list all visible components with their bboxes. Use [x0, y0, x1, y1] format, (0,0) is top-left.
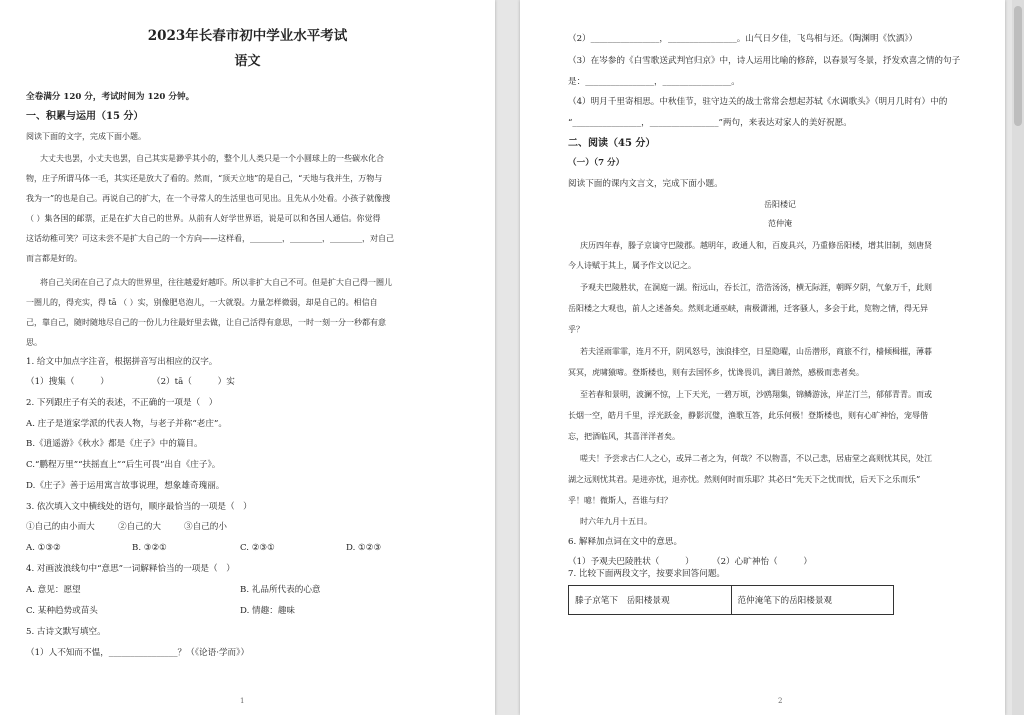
option: A. ①③②: [26, 543, 61, 553]
question-5-b: （2）________________，________________。山气日夕佳，飞鸟相与还。（陶渊明《饮酒》）: [568, 34, 918, 44]
option: D. 情趣：趣味: [240, 606, 296, 616]
passage-line: 物，庄子所谓马体一毛，其实还是放大了看的。然而，“顶天立地”的是自己，“天地与我并生，万物与: [26, 174, 383, 183]
question-5-c-answer: 是：________________，________________。: [568, 77, 740, 87]
option: D. ①②③: [346, 543, 382, 553]
question-1: 1. 给文中加点字注音，根据拼音写出相应的汉字。: [26, 357, 218, 367]
passage-line: 我为一”的也是自己。再说自己的扩大，在一个寻常人的生活里也可见出。且先从小处看。小孩子就像搜: [26, 194, 391, 203]
subject-title: 语文: [234, 54, 261, 69]
option: B. ③②①: [132, 543, 167, 553]
passage-line: 冥冥，虎啸猿啼。登斯楼也，则有去国怀乡，忧谗畏讥，满目萧然，感极而悲者矣。: [568, 368, 864, 377]
passage-line: 今人诗赋于其上，属予作文以记之。: [568, 261, 696, 270]
passage-line: 忘，把酒临风，其喜洋洋者矣。: [568, 432, 680, 441]
passage-line: 思。: [26, 338, 42, 347]
question-6-a: （1）予观夫巴陵胜状（ ）: [568, 557, 694, 567]
vertical-scrollbar[interactable]: [1012, 0, 1024, 715]
question-6: 6. 解释加点词在文中的意思。: [568, 537, 683, 547]
scrollbar-thumb[interactable]: [1014, 6, 1022, 126]
passage-line: 嗟夫！予尝求古仁人之心，或异二者之为，何哉？不以物喜，不以己悲，居庙堂之高则忧其民，处江: [580, 454, 932, 463]
question-5-c: （3）在岑参的《白雪歌送武判官归京》中，诗人运用比喻的修辞，以春景写冬景，抒发欢喜之情的句子: [568, 56, 961, 66]
option: C.“鹏程万里”“扶摇直上”“后生可畏”出自《庄子》。: [26, 460, 221, 470]
passage-line: 这话幼稚可笑？可这未尝不是扩大自己的一个方向——这样看，________，________，________，对自己: [26, 234, 394, 243]
question-1-b: （2）tā（ ）实: [152, 377, 235, 387]
article-title: 岳阳楼记: [764, 200, 796, 209]
passage-line: 将自己关闭在自己了点大的世界里，往往越爱好越吓。所以非扩大自己不可。但是扩大自己得一圈儿: [40, 278, 392, 287]
article-author: 范仲淹: [768, 219, 792, 228]
option: A. 意见：愿望: [26, 585, 81, 595]
question-1-a: （1）搜集（ ）: [26, 377, 109, 387]
question-7: 7. 比较下面两段文字，按要求回答问题。: [568, 569, 726, 579]
passage-line: 予观夫巴陵胜状，在洞庭一湖。衔远山，吞长江，浩浩汤汤，横无际涯，朝晖夕阴，气象万千，此则: [580, 283, 932, 292]
question-2: 2. 下列跟庄子有关的表述，不正确的一项是（ ）: [26, 398, 218, 408]
passage-line: 乎？: [568, 325, 584, 334]
question-6-b: （2）心旷神怡（ ）: [712, 557, 812, 567]
passage-line: 而言都是好的。: [26, 254, 82, 263]
comparison-table: [568, 585, 894, 615]
exam-page-2: [520, 0, 1005, 715]
exam-page-1: [0, 0, 495, 715]
exam-title: 2023年长春市初中学业水平考试: [147, 28, 348, 44]
table-cell: 滕子京笔下 岳阳楼景观: [569, 586, 732, 614]
passage-line: 乎！噫！微斯人，吾谁与归？: [568, 496, 672, 505]
question-5: 5. 古诗文默写填空。: [26, 627, 106, 637]
q3-item: ③自己的小: [184, 522, 227, 532]
option: D.《庄子》善于运用寓言故事说理，想象雄奇瑰丽。: [26, 481, 225, 491]
section-heading: 一、积累与运用（15 分）: [26, 111, 144, 122]
passage-line: 岳阳楼之大观也，前人之述备矣。然则北通巫峡，南极潇湘，迁客骚人，多会于此，览物之情，得无异: [568, 304, 928, 313]
passage-line: 一圈儿的，得充实，得 tā （ ）实，别像肥皂泡儿，一大就裂。力量怎样微弱，却是自己的。相信自: [26, 298, 378, 307]
passage-line: 湖之远则忧其君。是进亦忧，退亦忧。然则何时而乐耶？其必曰“先天下之忧而忧，后天下之乐而乐”: [568, 475, 921, 484]
option: C. ②③①: [240, 543, 275, 553]
passage-line: 庆历四年春，滕子京谪守巴陵郡。越明年，政通人和，百废具兴，乃重修岳阳楼，增其旧制，刻唐贤: [580, 241, 932, 250]
question-5-a: （1）人不知而不愠，________________？（《论语·学而》）: [26, 648, 250, 658]
question-4: 4. 对画波浪线句中“意思”一词解释恰当的一项是（ ）: [26, 564, 235, 574]
passage-line: 至若春和景明，波澜不惊，上下天光，一碧万顷，沙鸥翔集，锦鳞游泳，岸芷汀兰，郁郁青青。而或: [580, 390, 932, 399]
option: A. 庄子是道家学派的代表人物，与老子并称“老庄”。: [26, 419, 227, 429]
passage-line: 己，靠自己，随时随地尽自己的一份儿力往最好里去做，让自己活得有意思，一时一刻一分一秒都有意: [26, 318, 386, 327]
passage-line: 长烟一空，皓月千里，浮光跃金，静影沉璧，渔歌互答，此乐何极！登斯楼也，则有心旷神怡，宠辱偕: [568, 411, 928, 420]
score-intro: 全卷满分 120 分，考试时间为 120 分钟。: [26, 92, 195, 102]
page-number: 1: [240, 697, 245, 705]
q3-item: ②自己的大: [118, 522, 161, 532]
question-5-d: （4）明月千里寄相思。中秋佳节，驻守边关的战士常常会想起苏轼《水调歌头》（明月几时有）中的: [568, 97, 948, 107]
part-heading: （一）（7 分）: [568, 158, 625, 168]
table-cell: 范仲淹笔下的岳阳楼景观: [737, 596, 833, 606]
passage-line: 大丈夫也罢，小丈夫也罢，自己其实是渺乎其小的，整个儿人类只是一个小圆球上的一些碳水化合: [40, 154, 384, 163]
question-3: 3. 依次填入文中横线处的语句，顺序最恰当的一项是（ ）: [26, 502, 252, 512]
passage-line: 时六年九月十五日。: [580, 517, 652, 526]
question-5-d-answer: “________________，________________”两句，来表达对家人的美好祝愿。: [568, 118, 852, 128]
passage-line: （ ）集各国的邮票，正是在扩大自己的世界。从前有人好学世界语，说是可以和各国人通信。你觉得: [26, 214, 381, 223]
passage-line: 若夫淫雨霏霏，连月不开，阴风怒号，浊浪排空，日星隐曜，山岳潜形，商旅不行，樯倾楫摧，薄暮: [580, 347, 932, 356]
option: C. 某种趋势或苗头: [26, 606, 98, 616]
option: B. 礼品所代表的心意: [240, 585, 321, 595]
page-number: 2: [778, 697, 783, 705]
instruction: 阅读下面的课内文言文，完成下面小题。: [568, 179, 723, 189]
q3-item: ①自己的由小而大: [26, 522, 95, 532]
section-heading: 二、阅读（45 分）: [568, 138, 656, 149]
instruction: 阅读下面的文字，完成下面小题。: [26, 132, 146, 141]
option: B.《逍遥游》《秋水》都是《庄子》中的篇目。: [26, 439, 203, 449]
